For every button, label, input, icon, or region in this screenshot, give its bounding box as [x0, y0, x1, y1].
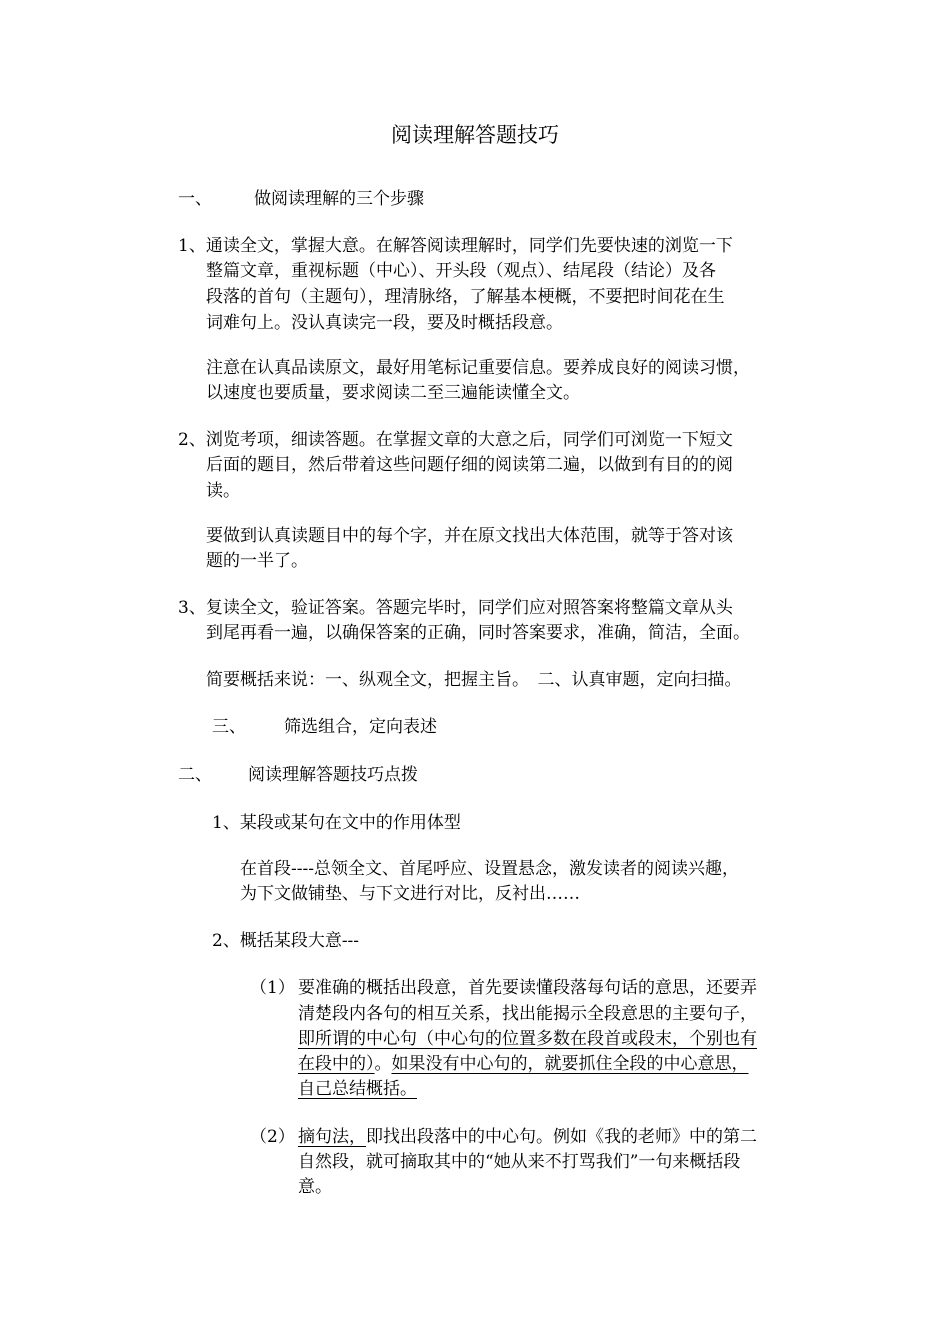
underlined-text: 摘句法，: [298, 1127, 366, 1147]
step1-line: 1、通读全文，掌握大意。在解答阅读理解时，同学们先要快速的浏览一下: [178, 236, 733, 256]
step2-line: 2、浏览考项，细读答题。在掌握文章的大意之后，同学们可浏览一下短文: [178, 430, 733, 450]
underlined-text: 在段中的）: [298, 1054, 375, 1074]
item2-p2-marker: （2）: [250, 1127, 295, 1147]
step2-line: 读。: [206, 481, 240, 501]
item2-p2-line: 自然段，就可摘取其中的“她从来不打骂我们”一句来概括段: [298, 1152, 741, 1172]
step3-line: 3、复读全文，验证答案。答题完毕时，同学们应对照答案将整篇文章从头: [178, 598, 733, 618]
step1-note-line: 注意在认真品读原文，最好用笔标记重要信息。要养成良好的阅读习惯，: [206, 358, 750, 378]
step1-line: 段落的首句（主题句），理清脉络，了解基本梗概，不要把时间花在生: [206, 287, 725, 307]
summary-line: 简要概括来说：一、纵观全文，把握主旨。 二、认真审题，定向扫描。: [206, 670, 742, 690]
item2-p1-marker: （1）: [250, 978, 295, 998]
item1-line: 在首段----总领全文、首尾呼应、设置悬念，激发读者的阅读兴趣，: [240, 859, 739, 879]
step3-line: 到尾再看一遍，以确保答案的正确，同时答案要求，准确，简洁，全面。: [206, 623, 750, 643]
item2-p2-line1: [298, 1125, 757, 1149]
section1-heading: 做阅读理解的三个步骤: [254, 189, 424, 209]
step1-note-line: 以速度也要质量，要求阅读二至三遍能读懂全文。: [206, 383, 580, 403]
item2-heading: 2、概括某段大意---: [212, 931, 360, 951]
item1-heading: 1、某段或某句在文中的作用体型: [212, 813, 461, 833]
plain-text: 即找出段落中的中心句。例如《我的老师》中的第二: [366, 1127, 757, 1147]
item1-line: 为下文做铺垫、与下文进行对比，反衬出……: [240, 884, 580, 904]
section2-heading: 阅读理解答题技巧点拨: [248, 765, 418, 785]
step2-line: 后面的题目，然后带着这些问题仔细的阅读第二遍，以做到有目的的阅: [206, 455, 733, 475]
step1-line: 整篇文章，重视标题（中心）、开头段（观点）、结尾段（结论）及各: [206, 261, 716, 281]
section2-marker: 二、: [178, 765, 212, 785]
item2-p1-line-underlined: 自己总结概括。: [298, 1079, 417, 1099]
item2-p2-line: 意。: [298, 1177, 332, 1197]
sub3-text: 筛选组合，定向表述: [284, 717, 437, 737]
item2-p1-line-underlined: 即所谓的中心句（中心句的位置多数在段首或段末，个别也有: [298, 1029, 757, 1049]
page-title: 阅读理解答题技巧: [391, 123, 559, 147]
item2-p1-line4: [298, 1052, 749, 1076]
underlined-text: 如果没有中心句的，就要抓住全段的中心意思，: [391, 1054, 749, 1074]
step2-note-line: 要做到认真读题目中的每个字，并在原文找出大体范围，就等于答对该: [206, 526, 733, 546]
item2-p1-line: 要准确的概括出段意，首先要读懂段落每句话的意思，还要弄: [298, 978, 757, 998]
section1-marker: 一、: [178, 189, 212, 209]
item2-p1-line: 清楚段内各句的相互关系，找出能揭示全段意思的主要句子，: [298, 1004, 757, 1024]
step1-line: 词难句上。没认真读完一段，要及时概括段意。: [206, 313, 563, 333]
sub3-marker: 三、: [212, 717, 246, 737]
plain-text: 。: [374, 1054, 392, 1074]
step2-note-line: 题的一半了。: [206, 551, 308, 571]
